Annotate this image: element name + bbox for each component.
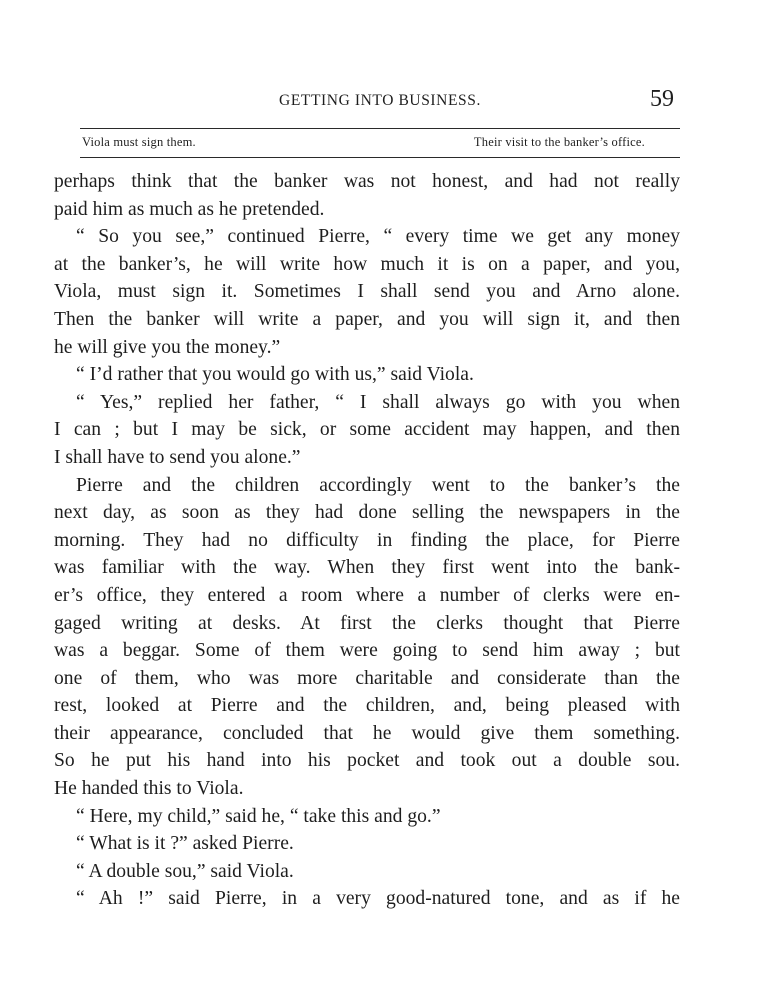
text-line: “ Ah !” said Pierre, in a very good-natured tone, and as if he	[76, 888, 680, 910]
header-rule-bottom	[80, 157, 680, 158]
text-line: “ Yes,” replied her father, “ I shall always go with you when	[76, 391, 680, 413]
body-text	[54, 168, 680, 913]
text-line: “ Here, my child,” said he, “ take this and go.”	[76, 805, 441, 827]
text-line: at the banker’s, he will write how much it is on a paper, and you,	[54, 253, 680, 275]
text-line: Viola, must sign it. Sometimes I shall send you and Arno alone.	[54, 281, 680, 303]
text-line: Then the banker will write a paper, and you will sign it, and then	[54, 308, 680, 330]
running-head	[80, 88, 680, 114]
text-line: rest, looked at Pierre and the children, and, being pleased with	[54, 695, 680, 717]
text-line: er’s office, they entered a room where a number of clerks were en-	[54, 584, 680, 606]
text-line: morning. They had no difficulty in finding the place, for Pierre	[54, 529, 680, 551]
page-number: 59	[650, 86, 674, 112]
text-line: He handed this to Viola.	[54, 778, 244, 800]
text-line: gaged writing at desks. At first the clerks thought that Pierre	[54, 612, 680, 634]
text-line: “ What is it ?” asked Pierre.	[76, 833, 294, 855]
text-line: one of them, who was more charitable and considerate than the	[54, 667, 680, 689]
side-note-right: Their visit to the banker’s office.	[473, 135, 645, 149]
text-line: perhaps think that the banker was not honest, and had not really	[54, 171, 680, 192]
text-line: next day, as soon as they had done selling the newspapers in the	[54, 502, 680, 524]
text-line: “ A double sou,” said Viola.	[76, 860, 294, 882]
text-line: paid him as much as he pretended.	[54, 198, 325, 220]
text-line: “ So you see,” continued Pierre, “ every time we get any money	[76, 226, 680, 248]
running-title: GETTING INTO BUSINESS.	[279, 92, 481, 109]
text-line: their appearance, concluded that he would give them something.	[54, 722, 680, 744]
text-line: Pierre and the children accordingly went to the banker’s the	[76, 474, 680, 496]
text-line: he will give you the money.”	[54, 336, 281, 358]
side-note-left: Viola must sign them.	[82, 135, 196, 149]
text-line: was familiar with the way. When they first went into the bank-	[54, 557, 680, 579]
text-line: was a beggar. Some of them were going to send him away ; but	[54, 640, 680, 662]
text-line: I can ; but I may be sick, or some accident may happen, and then	[54, 419, 680, 441]
text-line: “ I’d rather that you would go with us,” said Viola.	[76, 364, 474, 386]
text-line: So he put his hand into his pocket and took out a double sou.	[54, 750, 680, 772]
header-rule-top	[80, 128, 680, 129]
text-line: I shall have to send you alone.”	[54, 446, 301, 468]
